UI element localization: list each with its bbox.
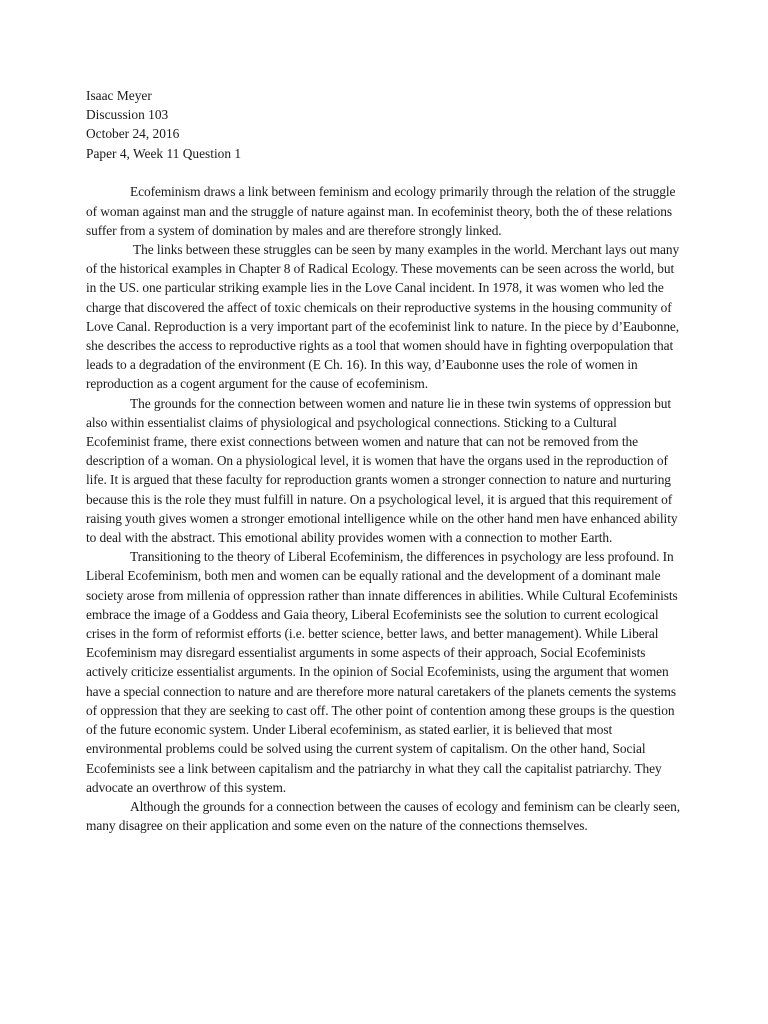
document-body — [86, 182, 682, 835]
author-name: Isaac Meyer — [86, 88, 152, 103]
assignment-title: Paper 4, Week 11 Question 1 — [86, 145, 242, 161]
paragraph-3: The grounds for the connection between women and nature lie in these twin systems of oppression but also within essentialist claims of physiological and psychological connections. Sticking to a Cultural Ecofeminist frame, there exist connections between women and nature that can not be removed from the description of a woman. On a physiological level, it is women that have the organs used in the reproduction of life. It is argued that these faculty for reproduction grants women a stronger connection to nature and nurturing because this is the role they must fulfill in nature. On a psychological level, it is argued that this requirement of raising youth gives women a stronger emotional intelligence while on the other hand men have enhanced ability to deal with the abstract. This emotional ability provides women with a connection to mother Earth. — [86, 395, 678, 546]
paragraph-1: Ecofeminism draws a link between feminism and ecology primarily through the relation of the struggle of woman against man and the struggle of nature against man. In ecofeminist theory, both the of these relations suffer from a system of domination by males and are therefore strongly linked. — [86, 184, 676, 238]
document-page — [86, 86, 682, 835]
discussion-section: Discussion 103 — [86, 107, 169, 123]
document-header — [86, 86, 682, 163]
paragraph-2: The links between these struggles can be seen by many examples in the world. Merchant lays out many of the historical examples in Chapter 8 of Radical Ecology. These movements can be seen across the world, but in the US. one particular striking example lies in the Love Canal incident. In 1978, it was women who led the charge that discovered the affect of toxic chemicals on their reproductive systems in the housing community of Love Canal. Reproduction is a very important part of the ecofeminist link to nature. In the piece by d’Eaubonne, she describes the access to reproductive rights as a tool that women should have in fighting overpopulation that leads to a degradation of the environment (E Ch. 16). In this way, d’Eaubonne uses the role of women in reproduction as a cogent argument for the cause of ecofeminism. — [86, 242, 680, 392]
document-date: October 24, 2016 — [86, 126, 180, 142]
paragraph-4: Transitioning to the theory of Liberal Ecofeminism, the differences in psychology are less profound. In Liberal Ecofeminism, both men and women can be equally rational and the development of a dominant male society arose from millenia of oppression rather than innate differences in abilities. While Cultural Ecofeminists embrace the image of a Goddess and Gaia theory, Liberal Ecofeminists see the solution to current ecological crises in the form of reformist efforts (i.e. better science, better laws, and better management). While Liberal Ecofeminism may disregard essentialist arguments in some aspects of their approach, Social Ecofeminists actively criticize essentialist arguments. In the opinion of Social Ecofeminists, using the argument that women have a special connection to nature and are therefore more natural caretakers of the planets cements the systems of oppression that they are seeking to cast off. The other point of contention among these groups is the question of the future economic system. Under Liberal ecofeminism, as stated earlier, it is believed that most environmental problems could be solved using the current system of capitalism. On the other hand, Social Ecofeminists see a link between capitalism and the patriarchy in what they call the capitalist patriarchy. They advocate an overthrow of this system. — [86, 549, 678, 795]
paragraph-5: Although the grounds for a connection between the causes of ecology and feminism can be clearly seen, many disagree on their application and some even on the nature of the connections themselves. — [86, 798, 681, 834]
